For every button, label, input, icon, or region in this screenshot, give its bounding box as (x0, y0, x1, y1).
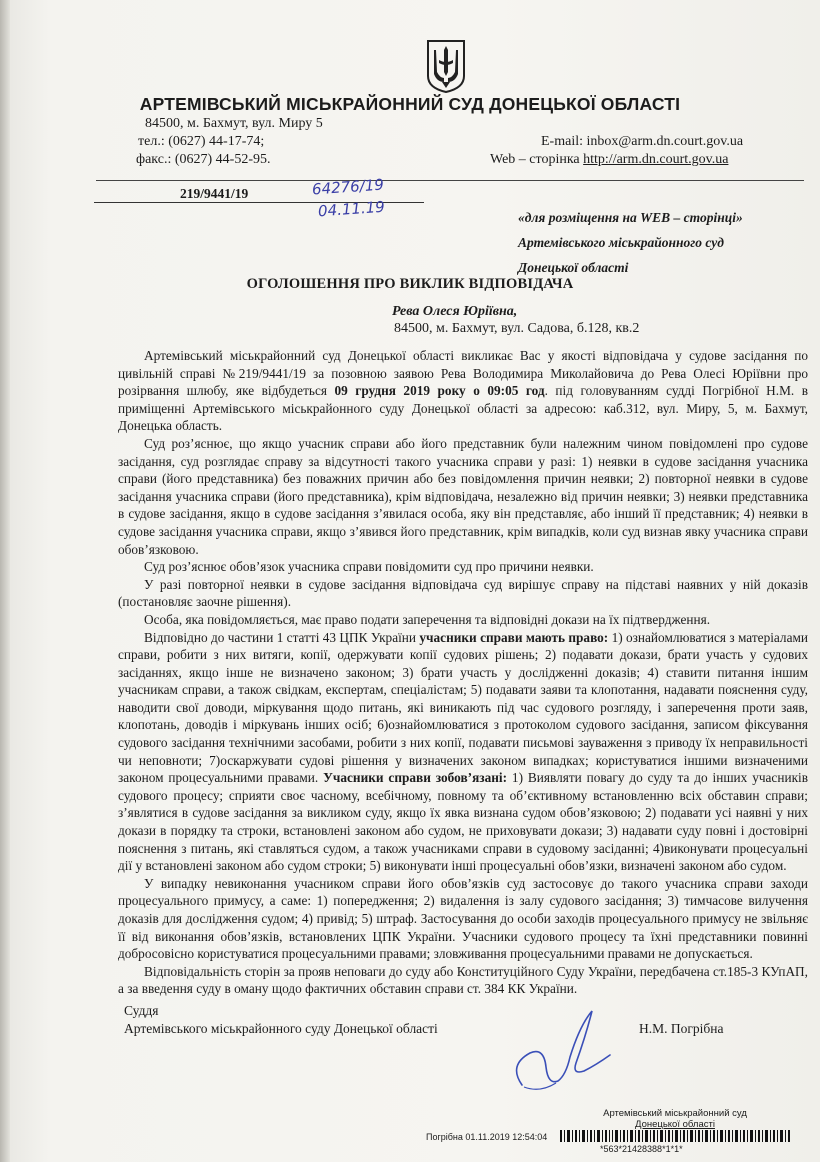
addressee-address: 84500, м. Бахмут, вул. Садова, б.128, кв.2 (394, 321, 640, 336)
paragraph-liability: Відповідальність сторін за прояв неповаги до суду або Конституційного Суду України, передбачена ст.185-3 КУпАП, а за введення суду в оману щодо фактичних обставин справи ст. 384 КК України. (118, 963, 808, 997)
case-number: 219/9441/19 (180, 186, 249, 201)
paragraph-repeat-absence: У разі повторної неявки в судове засідання відповідача суд вирішує справу на підставі наявних у ній доказів (постановляє заочне рішення). (118, 576, 808, 610)
paragraph-summons (118, 347, 808, 435)
court-web (490, 151, 728, 169)
court-fax: факс.: (0627) 44-52-95. (136, 152, 271, 167)
rights-intro: Відповідно до частини 1 статті 43 ЦПК України (144, 629, 420, 645)
court-email: E-mail: inbox@arm.dn.court.gov.ua (541, 134, 744, 149)
barcode-number: *563*21428388*1*1* (600, 1144, 683, 1154)
notice-title: ОГОЛОШЕННЯ ПРО ВИКЛИК ВІДПОВІДАЧА (246, 276, 574, 292)
trident-emblem-icon (425, 38, 467, 94)
handwritten-outgoing-number: 64276/19 (311, 175, 385, 199)
stamp-line2: Донецької області (635, 1119, 715, 1130)
handwritten-signature (500, 1005, 620, 1100)
summons-text-cont: . під головуванням судді Погрібної Н.М. в приміщенні Артемівського міськрайонного суду Донецької області за адресою: каб.312, вул. Миру, 5, м. Бахмут, Донецька область. (118, 383, 808, 434)
barcode (560, 1130, 790, 1142)
scan-edge (0, 0, 10, 1162)
court-address: 84500, м. Бахмут, вул. Миру 5 (145, 116, 323, 131)
court-stamp (580, 1108, 770, 1130)
web-note-line1: «для розміщення на WEB – сторінці» (518, 210, 743, 225)
web-label: Web – сторінка (490, 152, 584, 167)
summons-text: Артемівський міськрайонний суд Донецької області викликає Вас у якості відповідача у судове засідання по цивільній справі №219/9441/19 за позовною заявою Рева Володимира Миколайовича до Рева Олесі Юріївни про розірвання шлюбу, яке відбудеться (118, 348, 808, 399)
web-note-line3: Донецької області (518, 260, 629, 275)
duties-heading: Учасники справи зобов’язані: (323, 770, 508, 786)
paragraph-objection-right: Особа, яка повідомляється, має право подати заперечення та відповідні докази на їх підтвердження. (144, 611, 711, 627)
handwritten-date: 04.11.19 (317, 197, 386, 221)
stamp-line1: Артемівський міськрайонний суд (603, 1108, 747, 1119)
court-title: АРТЕМІВСЬКИЙ МІСЬКРАЙОННИЙ СУД ДОНЕЦЬКОЇ ОБЛАСТІ (139, 94, 681, 114)
judge-name: Н.М. Погрібна (639, 1021, 724, 1036)
addressee-name: Рева Олеся Юріївна, (392, 304, 518, 319)
paragraph-absence-rules: Суд роз’яснює, що якщо учасник справи або його представник були належним чином повідомлені про судове засідання, суд розглядає справу за відсутності такого учасника справи у разі: 1) неявки в судове засідання учасника справи (його представника) без поважних причин або без повідомлення причин неявки; 2) повторної неявки в судове засідання учасника справи (його представника), крім відповідача, незалежно від причин неявки; 3) неявки представника в судове засідання, якщо в судове засідання з’явилася особа, яку він представляє, або інший її представник; 4) неявки в судове засідання учасника справи, якщо з’явився його представник, крім випадків, коли суд визнав явку учасника справи обов’язковою. (118, 435, 808, 557)
paragraph-notify-duty: Суд роз’яснює обов’язок учасника справи повідомити суд про причини неявки. (144, 559, 594, 575)
paragraph-coercion: У випадку невиконання учасником справи його обов’язків суд застосовує до такого учасника справи заходи процесуального примусу, а саме: 1) попередження; 2) видалення із залу судового засідання; 3) тимчасове вилучення доказів для дослідження судом; 4) привід; 5) штраф. Застосування до особи заходів процесуального примусу не звільняє її від виконання обов’язків, встановлених ЦПК України. Учасники судового процесу та їхні представники повинні добросовісно користуватися процесуальними правами; зловживання процесуальними правами не допускається. (118, 875, 808, 962)
rights-text: 1) ознайомлюватися з матеріалами справи, робити з них витяги, копії, одержувати копії судових рішень; 2) подавати докази, брати участь у судових засіданнях, якщо інше не визначено законом; 3) брати участь у дослідженні доказів; 4) ставити питання іншим учасникам справи, а також свідкам, експертам, спеціалістам; 5) подавати заяви та клопотання, надавати пояснення суду, наводити свої доводи, міркування щодо питань, які виникають під час судового розгляду, і заперечення проти заяв, клопотань, доводів і міркувань інших осіб; 6)ознайомлюватися з протоколом судового засідання, записом фіксування судового засідання технічними засобами, робити з них копії, подавати письмові зауваження з приводу їх неправильності чи неповноти; 7)оскаржувати судові рішення у визначених законом випадках; користуватися іншими визначеними законом процесуальними правами. (118, 629, 809, 786)
header-divider (96, 180, 804, 181)
judge-court: Артемівського міськрайонного суду Донецької області (124, 1021, 438, 1036)
web-link[interactable]: http://arm.dn.court.gov.ua (583, 152, 729, 167)
paragraph-rights-duties (118, 629, 808, 875)
rights-heading: учасники справи мають право: (419, 629, 609, 645)
registry-record: Погрібна 01.11.2019 12:54:04 (426, 1132, 548, 1142)
judge-title: Суддя (124, 1003, 159, 1018)
court-phone: тел.: (0627) 44-17-74; (138, 134, 265, 149)
addressee-block (392, 303, 639, 337)
web-placement-note (518, 205, 778, 280)
hearing-datetime: 09 грудня 2019 року о 09:05 год (334, 383, 545, 399)
duties-text: 1) Виявляти повагу до суду та до інших учасників судового процесу; сприяти своє часному, всебічному, повному та об’єктивному встановленню всіх обставин справи; з’являтися в судове засідання за викликом суду, якщо їх явка визнана судом обов’язковою; 2) подавати усі наявні у них докази в порядку та строки, встановлені законом або судом, не приховувати докази; 3) надавати суду повні і достовірні пояснення з питань, які ставляться судом, а також учасниками справи в судовому засіданні; 4)виконувати процесуальні дії у встановлені законом або судом строки; 5) виконувати інші процесуальні обов’язки, визначені законом або судом. (118, 770, 808, 874)
web-note-line2: Артемівського міськрайонного суд (518, 235, 724, 250)
notice-body (118, 347, 808, 998)
